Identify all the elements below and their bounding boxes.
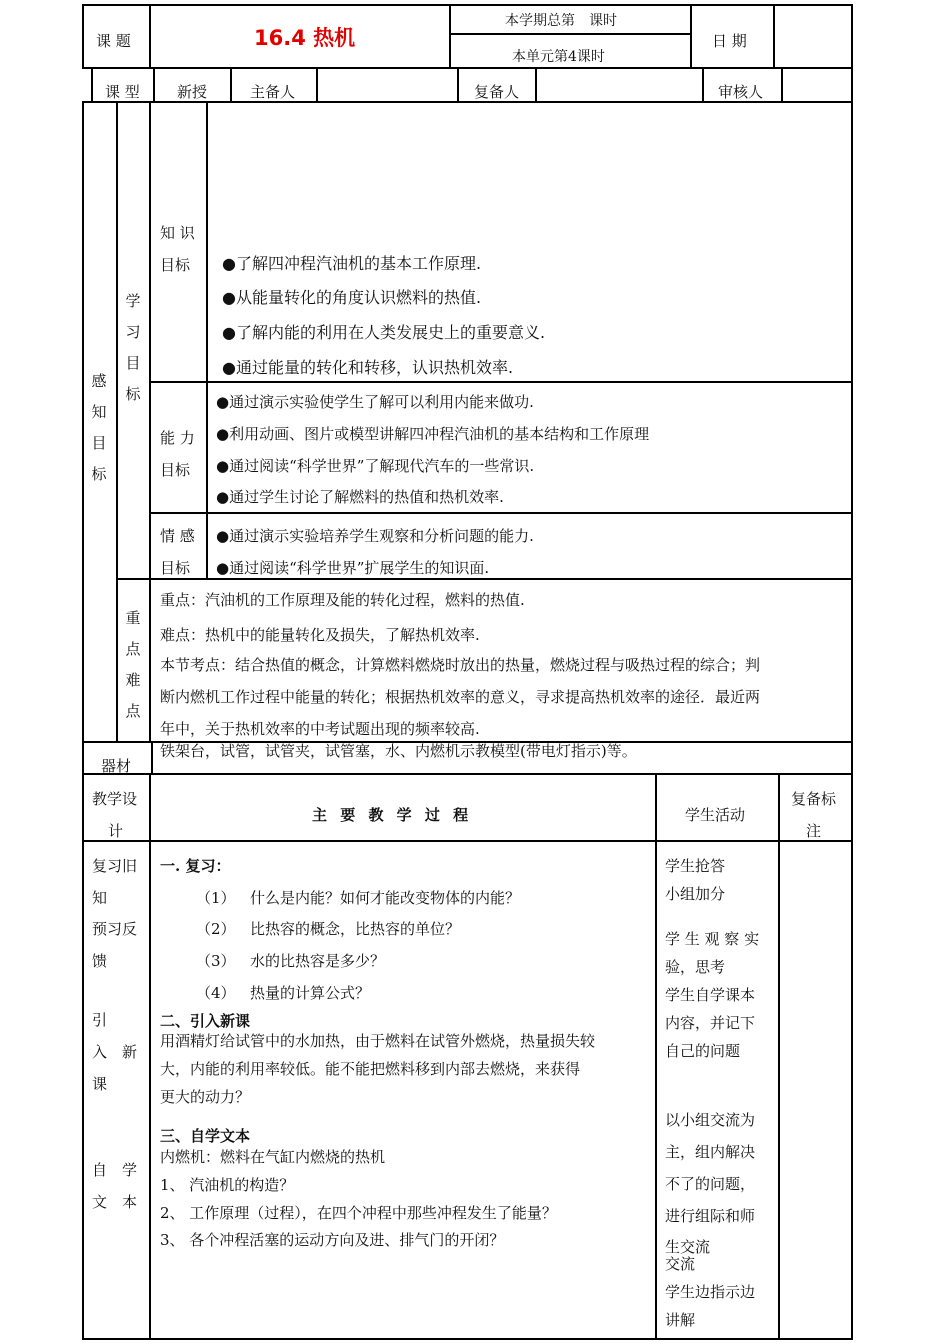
intro-line: 更大的动力？ <box>160 1088 251 1106</box>
label-char: 点 <box>125 640 141 658</box>
line <box>116 101 118 742</box>
review-label: 知 <box>92 889 108 907</box>
ability-goal: ●通过学生讨论了解燃料的热值和热机效率. <box>216 488 504 506</box>
student-activity-line: 学 生 观 察 实 <box>665 930 760 948</box>
equipment-list: 铁架台，试管，试管夹，试管塞，水、内燃机示教模型(带电灯指示)等。 <box>160 742 637 760</box>
self-label: 自 学 <box>92 1161 138 1179</box>
design-header-2: 计 <box>108 822 124 840</box>
student-activity-line: 内容，并记下 <box>665 1014 756 1032</box>
student-header: 学生活动 <box>685 806 746 824</box>
line <box>206 101 208 579</box>
line <box>316 67 318 102</box>
equipment-label: 器材 <box>101 757 132 775</box>
label-char: 目 <box>125 354 141 372</box>
line <box>82 67 853 69</box>
review-title: 一. 复习： <box>160 857 231 875</box>
auditor-label: 审核人 <box>718 83 764 101</box>
student-activity-line: 交流 <box>665 1255 696 1273</box>
reviewer-label: 复备人 <box>474 83 520 101</box>
emotion-goal: ●通过演示实验培养学生观察和分析问题的能力. <box>216 527 534 545</box>
label-char: 点 <box>125 702 141 720</box>
self-line: 2、 工作原理（过程），在四个冲程中那些冲程发生了能量？ <box>160 1204 557 1222</box>
line <box>91 67 93 102</box>
lesson-title: 16.4 热机 <box>254 26 356 50</box>
intro-label: 引 <box>92 1011 108 1029</box>
self-line: 3、 各个冲程活塞的运动方向及进、排气门的开闭？ <box>160 1231 505 1249</box>
self-line: 1、 汽油机的构造？ <box>160 1176 295 1194</box>
line <box>781 67 783 102</box>
student-activity-line: 以小组交流为 <box>665 1111 756 1129</box>
student-activity-line: 验，思考 <box>665 958 726 976</box>
student-activity-line: 小组加分 <box>665 885 726 903</box>
label-char: 难 <box>125 671 141 689</box>
student-activity-line: 学生自学课本 <box>665 986 756 1004</box>
line <box>82 840 853 842</box>
key-difficult-label <box>122 603 144 727</box>
intro-line: 用酒精灯给试管中的水加热，由于燃料在试管外燃烧，热量损失较 <box>160 1032 596 1050</box>
student-activity-line: 学生边指示边 <box>665 1283 756 1301</box>
learning-goals-label <box>122 286 144 410</box>
line <box>773 4 775 68</box>
line <box>230 67 232 102</box>
review-item-text: 热量的计算公式？ <box>250 984 371 1002</box>
intro-label: 入 新 <box>92 1043 138 1061</box>
line <box>449 4 451 68</box>
exam-point-line: 断内燃机工作过程中能量的转化；根据热机效率的意义，寻求提高热机效率的途径．最近两 <box>160 688 761 706</box>
notes-header-1: 复备标 <box>791 790 837 808</box>
review-label: 预习反 <box>92 920 138 938</box>
student-activity-line: 不了的问题， <box>665 1175 756 1193</box>
line <box>149 101 151 579</box>
type-value: 新授 <box>177 83 208 101</box>
review-item-num: （3） <box>196 952 236 970</box>
preparer-label: 主备人 <box>250 83 296 101</box>
line <box>778 773 780 1340</box>
line <box>149 381 853 383</box>
key-point: 重点：汽油机的工作原理及能的转化过程，燃料的热值. <box>160 591 525 609</box>
term-hours: 本学期总第 课时 <box>505 13 617 29</box>
ability-goal: ●通过演示实验使学生了解可以利用内能来做功. <box>216 393 534 411</box>
intro-label: 课 <box>92 1075 108 1093</box>
review-item-text: 水的比热容是多少？ <box>250 952 386 970</box>
line <box>655 773 657 1340</box>
label-char: 感 <box>91 372 107 390</box>
ability-goal: ●通过阅读“科学世界”了解现代汽车的一些常识. <box>216 457 535 475</box>
emotion-label-1: 情 感 <box>160 527 195 545</box>
self-line: 内燃机：燃料在气缸内燃烧的热机 <box>160 1148 386 1166</box>
line <box>153 67 155 102</box>
student-activity-line: 学生抢答 <box>665 857 726 875</box>
review-item-text: 什么是内能？如何才能改变物体的内能？ <box>250 889 521 907</box>
label-char: 习 <box>125 323 141 341</box>
knowledge-goal: ●从能量转化的角度认识燃料的热值. <box>222 288 482 307</box>
line <box>149 512 853 514</box>
label-char: 重 <box>125 609 141 627</box>
exam-point-line: 本节考点：结合热值的概念，计算燃料燃烧时放出的热量，燃烧过程与吸热过程的综合；判 <box>160 656 761 674</box>
student-activity-line: 生交流 <box>665 1238 711 1256</box>
line <box>149 578 151 742</box>
self-title: 三、自学文本 <box>160 1127 251 1145</box>
review-item-text: 比热容的概念，比热容的单位？ <box>250 920 461 938</box>
line <box>149 773 151 1340</box>
student-activity-line: 自己的问题 <box>665 1042 741 1060</box>
exam-point-line: 年中，关于热机效率的中考试题出现的频率较高. <box>160 720 480 738</box>
intro-line: 大，内能的利用率较低。能不能把燃料移到内部去燃烧，来获得 <box>160 1060 581 1078</box>
notes-header-2: 注 <box>806 822 822 840</box>
ability-label-1: 能 力 <box>160 429 195 447</box>
review-label: 复习旧 <box>92 857 138 875</box>
line <box>535 67 537 102</box>
label-char: 标 <box>91 465 107 483</box>
border-left-2 <box>82 102 84 1340</box>
design-header-1: 教学设 <box>92 790 138 808</box>
line <box>82 773 853 775</box>
perceive-goals-label <box>88 366 110 490</box>
line <box>149 4 151 68</box>
self-label: 文 本 <box>92 1193 138 1211</box>
topic-label: 课 题 <box>96 32 131 50</box>
knowledge-label-2: 目标 <box>160 256 191 274</box>
line <box>457 67 459 102</box>
difficult-point: 难点：热机中的能量转化及损失，了解热机效率. <box>160 626 480 644</box>
emotion-label-2: 目标 <box>160 559 191 577</box>
student-activity-line: 讲解 <box>665 1311 696 1329</box>
border-bottom <box>82 1338 853 1340</box>
line <box>151 741 153 774</box>
label-char: 学 <box>125 292 141 310</box>
student-activity-line: 主，组内解决 <box>665 1143 756 1161</box>
line <box>690 4 692 68</box>
ability-label-2: 目标 <box>160 461 191 479</box>
ability-goal: ●利用动画、图片或模型讲解四冲程汽油机的基本结构和工作原理 <box>216 425 650 443</box>
review-label: 馈 <box>92 952 108 970</box>
knowledge-goal: ●了解四冲程汽油机的基本工作原理. <box>222 254 482 273</box>
label-char: 标 <box>125 385 141 403</box>
line <box>116 578 853 580</box>
emotion-goal: ●通过阅读“科学世界”扩展学生的知识面. <box>216 559 490 577</box>
review-item-num: （4） <box>196 984 236 1002</box>
unit-hours: 本单元第4课时 <box>512 49 605 65</box>
knowledge-label-1: 知 识 <box>160 224 195 242</box>
intro-title: 二、引入新课 <box>160 1012 251 1030</box>
knowledge-goal: ●通过能量的转化和转移，认识热机效率. <box>222 358 514 377</box>
label-char: 目 <box>91 434 107 452</box>
knowledge-goal: ●了解内能的利用在人类发展史上的重要意义. <box>222 323 546 342</box>
process-header: 主 要 教 学 过 程 <box>312 806 473 824</box>
border-top <box>82 4 853 6</box>
review-item-num: （2） <box>196 920 236 938</box>
label-char: 知 <box>91 403 107 421</box>
border-right <box>851 4 853 1340</box>
student-activity-line: 进行组际和师 <box>665 1207 756 1225</box>
line <box>449 33 692 35</box>
review-item-num: （1） <box>196 889 236 907</box>
type-label: 课 型 <box>105 83 140 101</box>
line <box>702 67 704 102</box>
border-left <box>82 4 84 68</box>
date-label: 日 期 <box>712 32 747 50</box>
line <box>82 101 853 103</box>
